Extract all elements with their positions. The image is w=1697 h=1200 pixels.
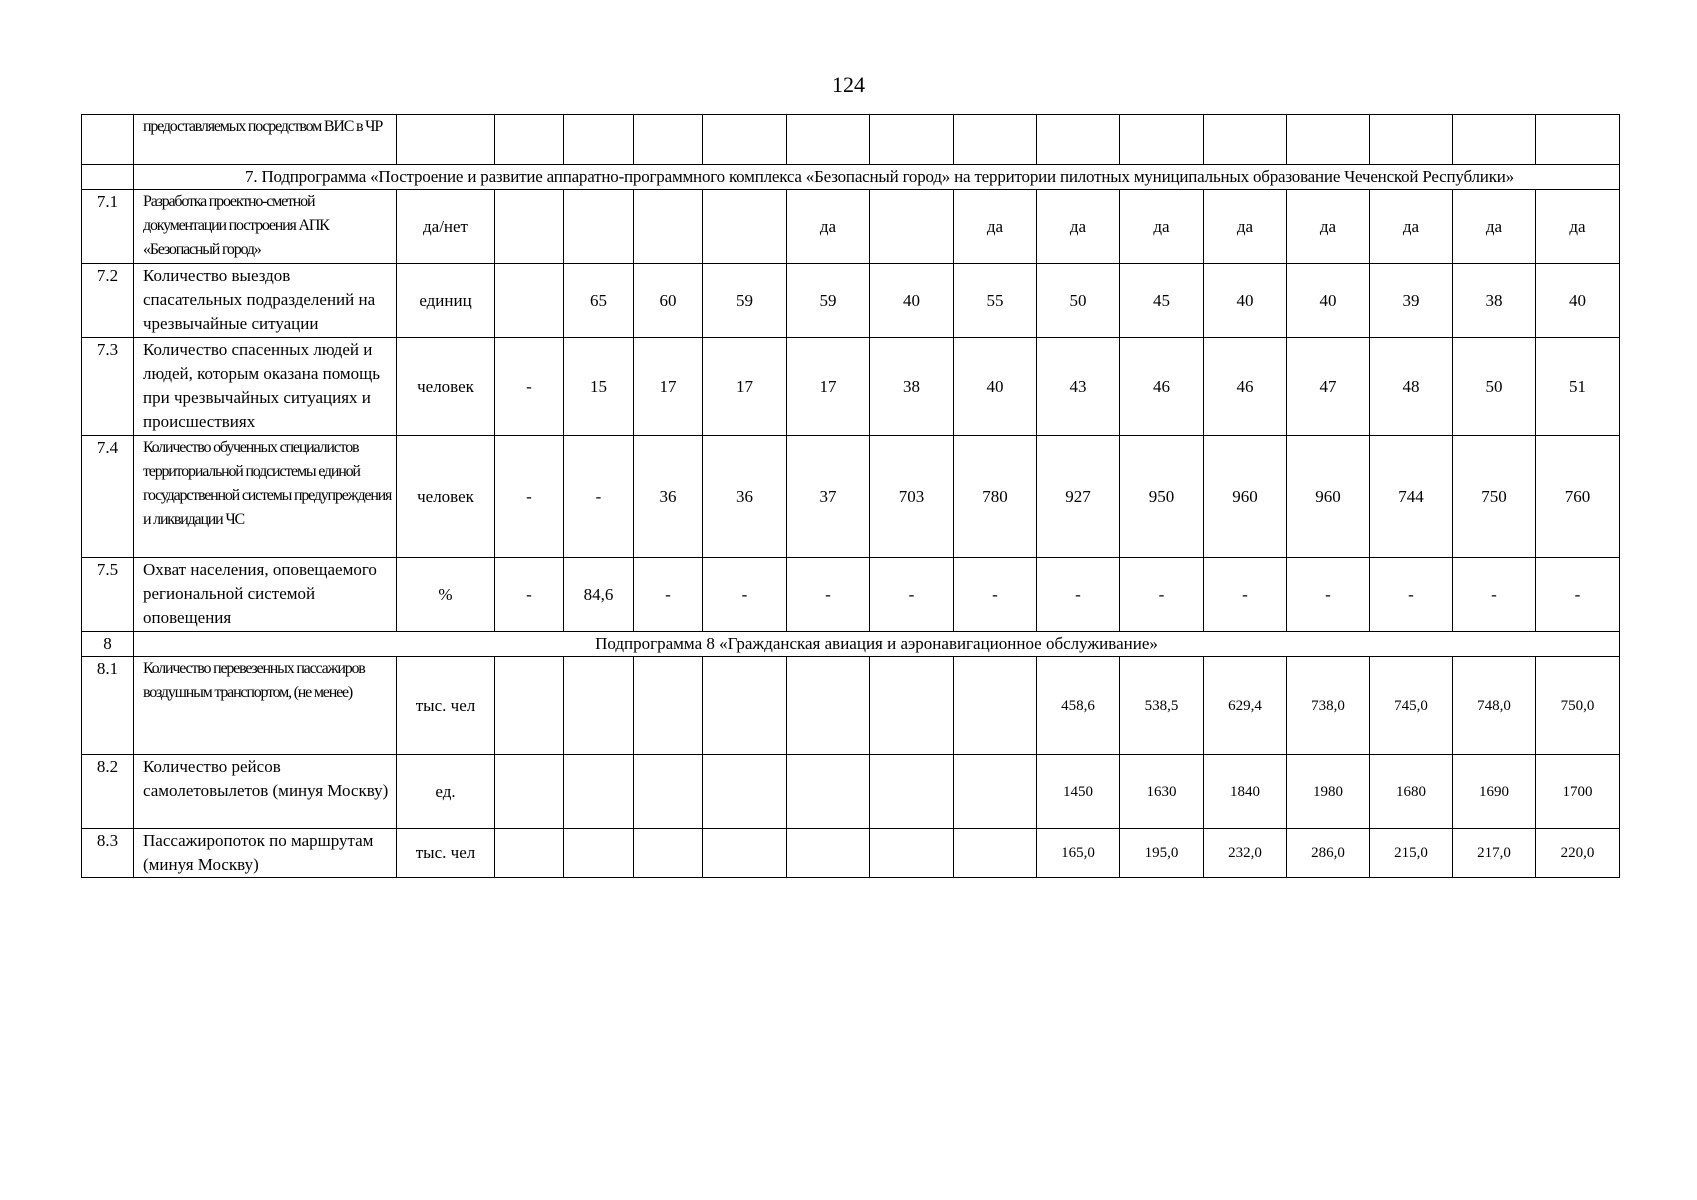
- table-row: [82, 755, 1620, 829]
- row-number: 8.3: [82, 829, 134, 878]
- value-cell: -: [1204, 558, 1287, 632]
- value-cell: 960: [1287, 436, 1370, 558]
- table-row: [82, 190, 1620, 264]
- indicator-name: Количество выездов спасательных подразделений на чрезвычайные ситуации: [134, 264, 397, 338]
- value-cell: 165,0: [1037, 829, 1120, 878]
- value-cell: 750,0: [1536, 657, 1620, 755]
- value-cell: -: [495, 558, 564, 632]
- value-cell: да: [1453, 190, 1536, 264]
- value-cell: [703, 755, 787, 829]
- value-cell: да: [1370, 190, 1453, 264]
- value-cell: 748,0: [1453, 657, 1536, 755]
- value-cell: -: [703, 558, 787, 632]
- value-cell: 1630: [1120, 755, 1204, 829]
- value-cell: 43: [1037, 338, 1120, 436]
- value-cell: [634, 829, 703, 878]
- value-cell: -: [1287, 558, 1370, 632]
- value-cell: 744: [1370, 436, 1453, 558]
- value-cell: 48: [1370, 338, 1453, 436]
- value-cell: 36: [703, 436, 787, 558]
- unit-cell: человек: [397, 338, 495, 436]
- value-cell: да: [1120, 190, 1204, 264]
- value-cell: [1453, 115, 1536, 165]
- value-cell: -: [1120, 558, 1204, 632]
- value-cell: 40: [1204, 264, 1287, 338]
- value-cell: [1204, 115, 1287, 165]
- indicator-name: Пассажиропоток по маршрутам (минуя Москву): [134, 829, 397, 878]
- unit-cell: тыс. чел: [397, 829, 495, 878]
- value-cell: -: [954, 558, 1037, 632]
- value-cell: 927: [1037, 436, 1120, 558]
- value-cell: [870, 115, 954, 165]
- value-cell: 950: [1120, 436, 1204, 558]
- value-cell: да: [1204, 190, 1287, 264]
- value-cell: да: [1037, 190, 1120, 264]
- table-row: [82, 338, 1620, 436]
- row-number: 7.1: [82, 190, 134, 264]
- value-cell: 38: [870, 338, 954, 436]
- value-cell: [1037, 115, 1120, 165]
- value-cell: 738,0: [1287, 657, 1370, 755]
- value-cell: 45: [1120, 264, 1204, 338]
- value-cell: 215,0: [1370, 829, 1453, 878]
- section-row: [82, 632, 1620, 657]
- value-cell: [1536, 115, 1620, 165]
- value-cell: 40: [870, 264, 954, 338]
- row-number: 7.5: [82, 558, 134, 632]
- value-cell: 195,0: [1120, 829, 1204, 878]
- value-cell: [703, 829, 787, 878]
- value-cell: [564, 115, 634, 165]
- value-cell: [870, 190, 954, 264]
- value-cell: 51: [1536, 338, 1620, 436]
- table-row: [82, 657, 1620, 755]
- value-cell: [495, 264, 564, 338]
- value-cell: -: [1536, 558, 1620, 632]
- value-cell: 60: [634, 264, 703, 338]
- unit-cell: тыс. чел: [397, 657, 495, 755]
- unit-cell: единиц: [397, 264, 495, 338]
- value-cell: -: [1037, 558, 1120, 632]
- value-cell: [495, 190, 564, 264]
- value-cell: [564, 190, 634, 264]
- unit-cell: %: [397, 558, 495, 632]
- value-cell: [703, 657, 787, 755]
- table-row: [82, 264, 1620, 338]
- value-cell: 17: [634, 338, 703, 436]
- value-cell: [564, 755, 634, 829]
- value-cell: 55: [954, 264, 1037, 338]
- value-cell: [634, 755, 703, 829]
- section-row: [82, 165, 1620, 190]
- value-cell: 220,0: [1536, 829, 1620, 878]
- value-cell: [870, 829, 954, 878]
- value-cell: 46: [1204, 338, 1287, 436]
- table-row: [82, 115, 1620, 165]
- value-cell: [787, 115, 870, 165]
- value-cell: 750: [1453, 436, 1536, 558]
- value-cell: [564, 829, 634, 878]
- indicator-name: Охват населения, оповещаемого региональной системой оповещения: [134, 558, 397, 632]
- value-cell: да: [1536, 190, 1620, 264]
- value-cell: -: [787, 558, 870, 632]
- value-cell: [634, 115, 703, 165]
- indicator-name: Разработка проектно-сметной документации построения АПК «Безопасный город»: [134, 190, 397, 264]
- indicators-table: [81, 114, 1620, 878]
- value-cell: 629,4: [1204, 657, 1287, 755]
- value-cell: -: [564, 436, 634, 558]
- row-number: [82, 165, 134, 190]
- value-cell: 1680: [1370, 755, 1453, 829]
- value-cell: 538,5: [1120, 657, 1204, 755]
- value-cell: 760: [1536, 436, 1620, 558]
- value-cell: [787, 829, 870, 878]
- value-cell: да: [1287, 190, 1370, 264]
- value-cell: [703, 115, 787, 165]
- value-cell: 40: [1287, 264, 1370, 338]
- value-cell: [954, 829, 1037, 878]
- unit-cell: человек: [397, 436, 495, 558]
- value-cell: 38: [1453, 264, 1536, 338]
- indicator-name: Количество обученных специалистов территориальной подсистемы единой государственной системы предупреждения и ликвидации ЧС: [134, 436, 397, 558]
- value-cell: 37: [787, 436, 870, 558]
- value-cell: [634, 190, 703, 264]
- value-cell: 65: [564, 264, 634, 338]
- row-number: 7.4: [82, 436, 134, 558]
- table-row: [82, 558, 1620, 632]
- value-cell: -: [1453, 558, 1536, 632]
- value-cell: [634, 657, 703, 755]
- value-cell: 17: [787, 338, 870, 436]
- value-cell: [1370, 115, 1453, 165]
- row-number: 8.2: [82, 755, 134, 829]
- value-cell: 84,6: [564, 558, 634, 632]
- value-cell: 286,0: [1287, 829, 1370, 878]
- value-cell: 47: [1287, 338, 1370, 436]
- value-cell: [954, 755, 1037, 829]
- value-cell: [495, 755, 564, 829]
- row-number: 8.1: [82, 657, 134, 755]
- unit-cell: [397, 115, 495, 165]
- value-cell: 15: [564, 338, 634, 436]
- section-title: Подпрограмма 8 «Гражданская авиация и аэронавигационное обслуживание»: [134, 632, 1620, 657]
- value-cell: 59: [703, 264, 787, 338]
- value-cell: 960: [1204, 436, 1287, 558]
- value-cell: [564, 657, 634, 755]
- value-cell: да: [954, 190, 1037, 264]
- value-cell: 50: [1453, 338, 1536, 436]
- value-cell: 39: [1370, 264, 1453, 338]
- value-cell: [870, 657, 954, 755]
- value-cell: [703, 190, 787, 264]
- row-number: 8: [82, 632, 134, 657]
- value-cell: 703: [870, 436, 954, 558]
- indicator-name: Количество рейсов самолетовылетов (минуя Москву): [134, 755, 397, 829]
- value-cell: 50: [1037, 264, 1120, 338]
- value-cell: 40: [1536, 264, 1620, 338]
- value-cell: [787, 755, 870, 829]
- table-row: [82, 436, 1620, 558]
- value-cell: да: [787, 190, 870, 264]
- indicator-name: Количество спасенных людей и людей, которым оказана помощь при чрезвычайных ситуациях и происшествиях: [134, 338, 397, 436]
- value-cell: -: [1370, 558, 1453, 632]
- value-cell: -: [495, 436, 564, 558]
- value-cell: 1700: [1536, 755, 1620, 829]
- value-cell: 36: [634, 436, 703, 558]
- value-cell: 780: [954, 436, 1037, 558]
- value-cell: -: [495, 338, 564, 436]
- value-cell: [954, 657, 1037, 755]
- value-cell: -: [870, 558, 954, 632]
- value-cell: [495, 657, 564, 755]
- value-cell: 1690: [1453, 755, 1536, 829]
- value-cell: [870, 755, 954, 829]
- value-cell: 1450: [1037, 755, 1120, 829]
- indicator-name: предоставляемых посредством ВИС в ЧР: [134, 115, 397, 165]
- value-cell: 1980: [1287, 755, 1370, 829]
- value-cell: 217,0: [1453, 829, 1536, 878]
- table-body: [82, 115, 1620, 878]
- unit-cell: да/нет: [397, 190, 495, 264]
- value-cell: 745,0: [1370, 657, 1453, 755]
- table-row: [82, 829, 1620, 878]
- value-cell: [1120, 115, 1204, 165]
- indicator-name: Количество перевезенных пассажиров воздушным транспортом, (не менее): [134, 657, 397, 755]
- value-cell: [495, 829, 564, 878]
- value-cell: 59: [787, 264, 870, 338]
- value-cell: -: [634, 558, 703, 632]
- value-cell: [787, 657, 870, 755]
- value-cell: 17: [703, 338, 787, 436]
- value-cell: 232,0: [1204, 829, 1287, 878]
- unit-cell: ед.: [397, 755, 495, 829]
- section-title: 7. Подпрограмма «Построение и развитие аппаратно-программного комплекса «Безопасный город» на территории пилотных муниципальных образование Чеченской Республики»: [134, 165, 1620, 190]
- value-cell: [954, 115, 1037, 165]
- value-cell: 458,6: [1037, 657, 1120, 755]
- value-cell: [495, 115, 564, 165]
- row-number: [82, 115, 134, 165]
- value-cell: 40: [954, 338, 1037, 436]
- value-cell: 1840: [1204, 755, 1287, 829]
- row-number: 7.2: [82, 264, 134, 338]
- value-cell: [1287, 115, 1370, 165]
- page-number: 124: [832, 72, 865, 97]
- row-number: 7.3: [82, 338, 134, 436]
- value-cell: 46: [1120, 338, 1204, 436]
